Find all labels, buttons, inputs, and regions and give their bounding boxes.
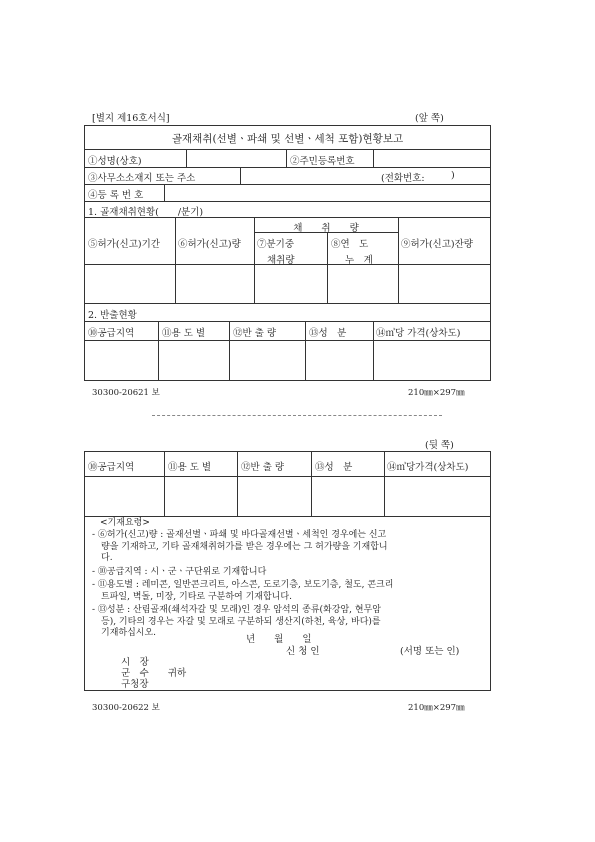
back-cell-supply-region[interactable] bbox=[86, 478, 162, 514]
col-price: ⑭㎥당 가격(상차도) bbox=[376, 328, 461, 339]
recipient-county: 군 수 귀하 bbox=[121, 668, 187, 679]
recipient-district: 구청장 bbox=[121, 679, 149, 690]
recipient-mayor: 시 장 bbox=[121, 657, 149, 668]
front-footer-code: 30300-20621 보 bbox=[92, 388, 160, 398]
applicant-field[interactable] bbox=[330, 641, 395, 655]
back-cell-component[interactable] bbox=[313, 478, 382, 514]
back-col-component: ⑬성 분 bbox=[315, 462, 353, 473]
col-permit-amount: ⑥허가(신고)량 bbox=[178, 239, 241, 250]
regno-label: ②주민등록번호 bbox=[290, 156, 355, 167]
col-usage: ⑪용 도 별 bbox=[162, 328, 206, 339]
cell-outflow[interactable] bbox=[231, 342, 303, 379]
regno-field[interactable] bbox=[375, 151, 487, 165]
note-item-permit: - ⑥허가(신고)량 : 골재선별ㆍ파쇄 및 바다골재선별ㆍ세척인 경우에는 신고 량을 기재하고, 기타 골재채취허가를 받은 경우에는 그 허가량을 기재합니 다. bbox=[92, 530, 388, 563]
office-field[interactable] bbox=[242, 169, 372, 182]
back-col-outflow: ⑫반 출 량 bbox=[241, 462, 285, 473]
cell-year-total[interactable] bbox=[329, 266, 396, 301]
back-side-label: (뒷 쪽) bbox=[425, 440, 454, 451]
cell-permit-period[interactable] bbox=[86, 266, 173, 301]
col-remaining: ⑨허가(신고)잔량 bbox=[401, 239, 473, 250]
front-side-label: (앞 쪽) bbox=[415, 113, 444, 124]
regnum-field[interactable] bbox=[166, 186, 486, 199]
cell-usage[interactable] bbox=[160, 342, 227, 379]
cell-remaining[interactable] bbox=[400, 266, 489, 301]
form-number: [별지 제16호서식] bbox=[92, 113, 170, 124]
back-col-price: ⑭㎥당가격(상차도) bbox=[387, 462, 469, 473]
notes-list bbox=[92, 530, 487, 640]
col-year-total-1: ⑧연 도 bbox=[331, 239, 369, 250]
name-label: ①성명(상호) bbox=[88, 156, 142, 167]
regnum-label: ④등 록 번 호 bbox=[88, 190, 144, 201]
back-cell-price[interactable] bbox=[386, 478, 489, 514]
notes-title: <기재요령> bbox=[100, 518, 150, 528]
cell-component[interactable] bbox=[307, 342, 371, 379]
note-item-usage: - ⑪용도별 : 레미콘, 일반콘크리트, 아스콘, 도로기층, 보도기층, 철도, 콘크리 트파일, 벽돌, 미장, 기타로 구분하여 기재합니다. bbox=[92, 580, 394, 602]
phone-close: ) bbox=[451, 170, 455, 181]
cell-price[interactable] bbox=[375, 342, 489, 379]
col-component: ⑬성 분 bbox=[309, 328, 347, 339]
back-cell-usage[interactable] bbox=[166, 478, 235, 514]
cell-permit-amount[interactable] bbox=[177, 266, 252, 301]
back-footer-code: 30300-20622 보 bbox=[92, 703, 160, 713]
note-item-component: - ⑬성분 : 산림골재(쇄석자갈 및 모래)인 경우 암석의 종류(화강암, 현무암 등), 기타의 경우는 자갈 및 모래로 구분하되 생산지(하천, 육상, 바다)를 기재하십시오. bbox=[92, 605, 381, 638]
cell-supply-region[interactable] bbox=[86, 342, 156, 379]
col-supply-region: ⑩공급지역 bbox=[88, 328, 135, 339]
sign-note: (서명 또는 인) bbox=[400, 646, 460, 657]
phone-label: (전화번호: bbox=[381, 173, 425, 184]
date-line: 년 월 일 bbox=[246, 634, 312, 645]
front-footer-size: 210㎜×297㎜ bbox=[408, 388, 465, 398]
applicant-label: 신 청 인 bbox=[286, 646, 320, 657]
cut-line bbox=[152, 415, 442, 416]
note-item-region: - ⑩공급지역 : 시ㆍ군ㆍ구단위로 기재합니다 bbox=[92, 566, 267, 577]
back-col-usage: ⑪용 도 별 bbox=[168, 462, 212, 473]
col-quarter-collected-1: ⑦분기중 bbox=[257, 239, 295, 250]
form-title: 골재채취(선별ㆍ파쇄 및 선별ㆍ세척 포함)현황보고 bbox=[171, 133, 404, 145]
col-permit-period: ⑤허가(신고)기간 bbox=[88, 239, 160, 250]
back-cell-outflow[interactable] bbox=[239, 478, 309, 514]
col-quarter-collected-2: 채취량 bbox=[267, 255, 295, 266]
back-col-supply-region: ⑩공급지역 bbox=[88, 462, 135, 473]
col-group-collected: 채 취 량 bbox=[293, 223, 359, 234]
section2-title: 2. 반출현황 bbox=[88, 310, 137, 321]
cell-quarter-collected[interactable] bbox=[256, 266, 325, 301]
name-field[interactable] bbox=[188, 151, 283, 165]
office-label: ③사무소소재지 또는 주소 bbox=[88, 173, 196, 184]
back-footer-size: 210㎜×297㎜ bbox=[408, 703, 465, 713]
col-outflow: ⑫반 출 량 bbox=[233, 328, 277, 339]
section1-title: 1. 골재채취현황( /분기) bbox=[88, 207, 204, 218]
col-year-total-2: 누 계 bbox=[345, 255, 373, 266]
